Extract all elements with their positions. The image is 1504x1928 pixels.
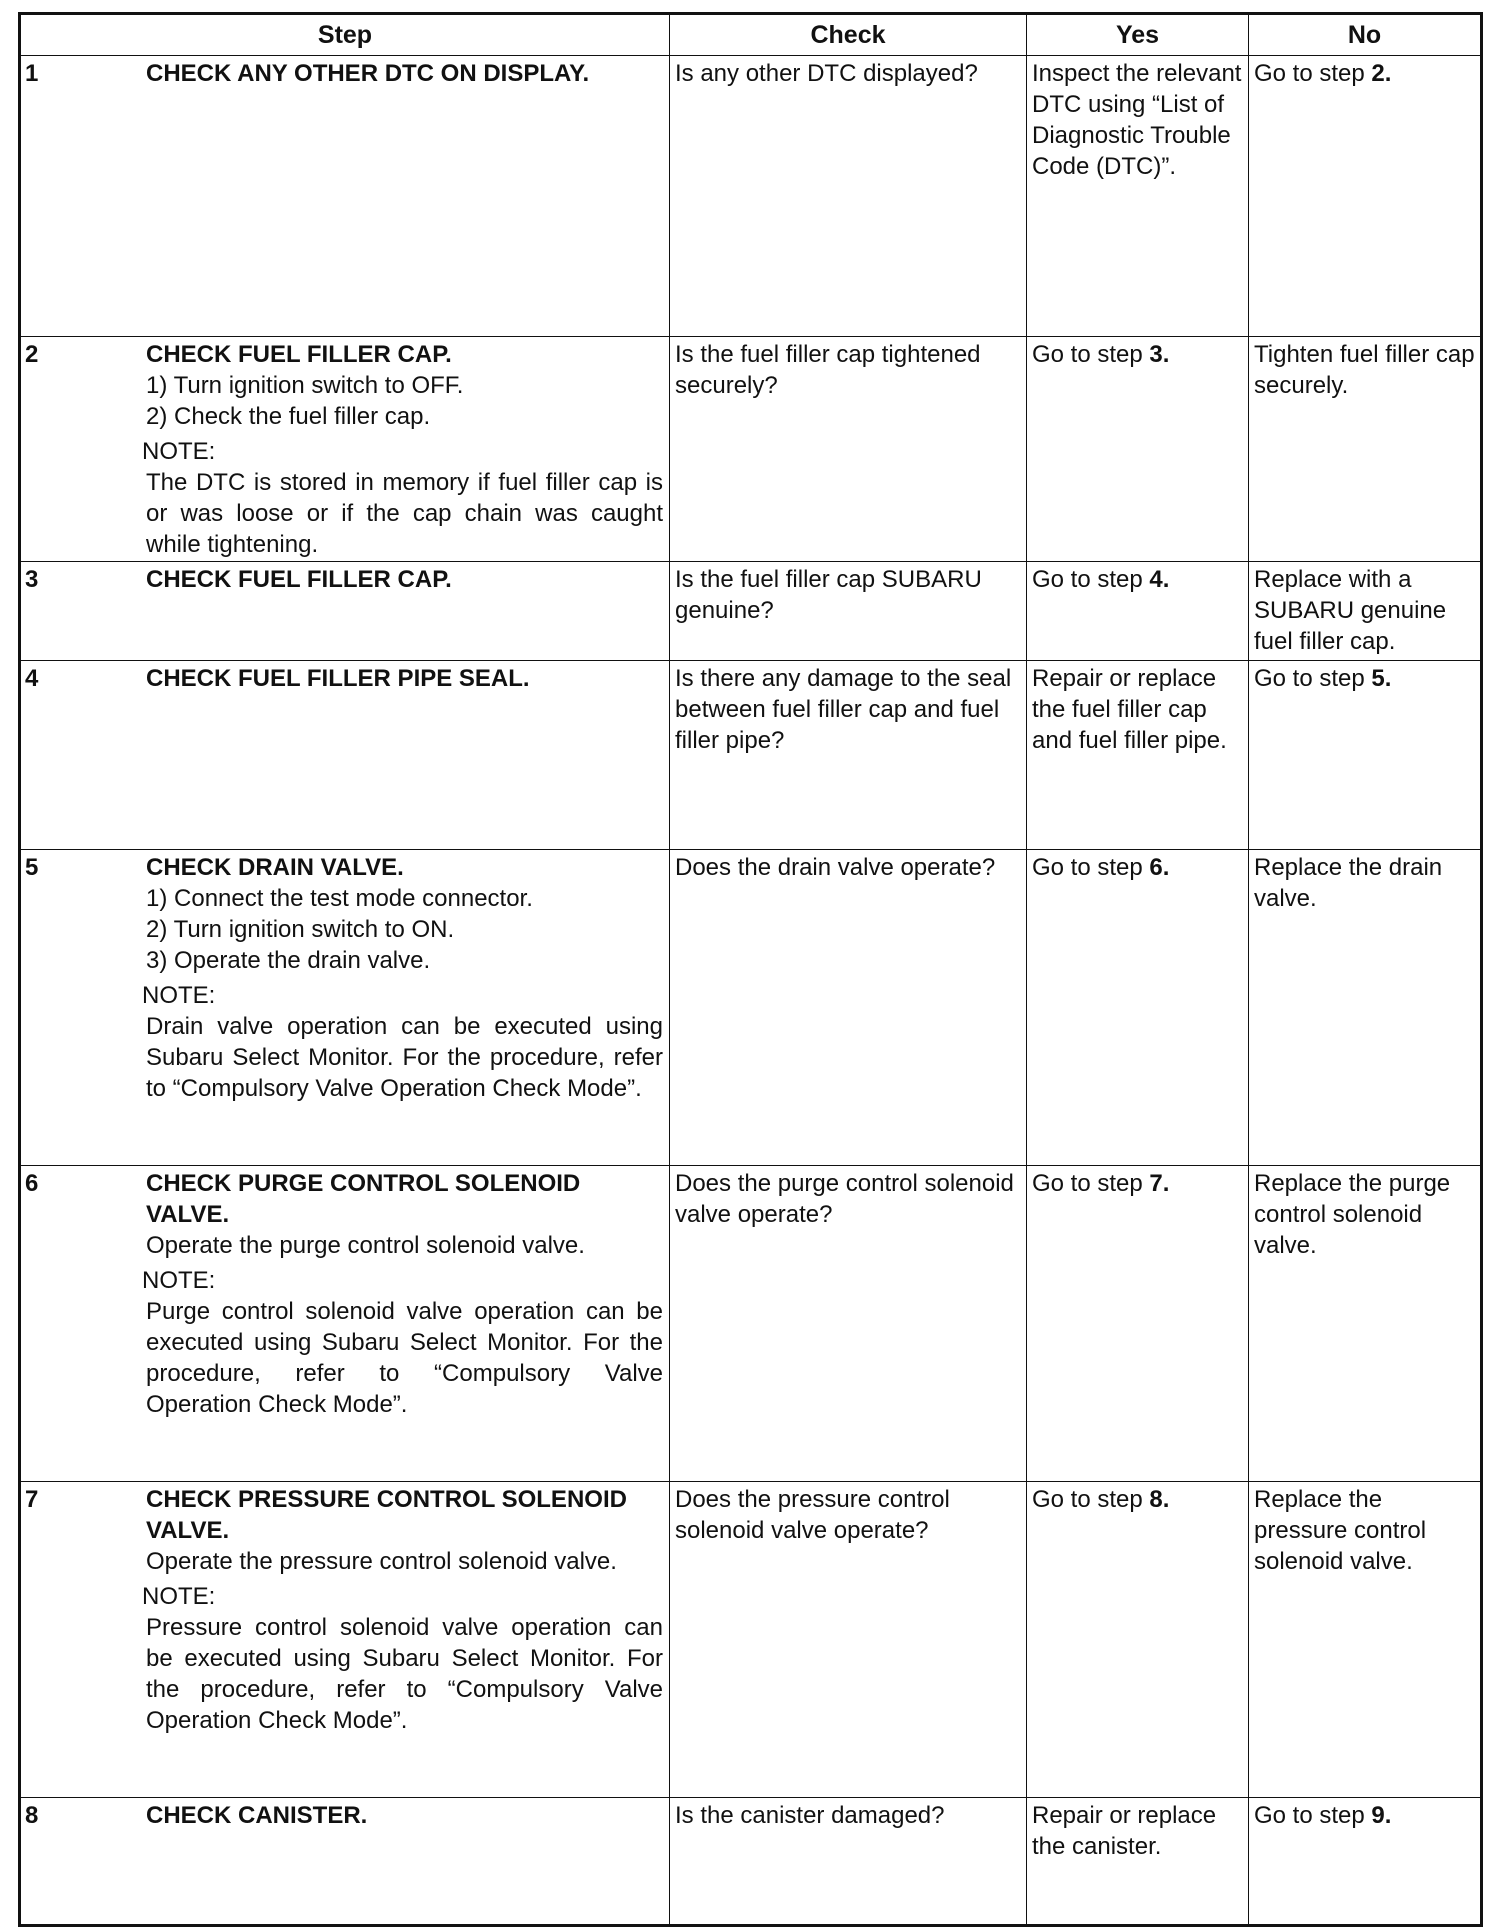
table-header-row — [20, 14, 1482, 56]
step-title: CHECK ANY OTHER DTC ON DISPLAY. — [146, 60, 590, 87]
note-text: The DTC is stored in memory if fuel filler cap is or was loose or if the cap chain was caught while tightening. — [146, 469, 663, 558]
no-cell — [1249, 661, 1482, 850]
no-cell — [1249, 1798, 1482, 1926]
table-row — [20, 1166, 1482, 1482]
note-text: Purge control solenoid valve operation can be executed using Subaru Select Monitor. For the procedure, refer to “Compulsory Valve Operation Check Mode”. — [146, 1298, 663, 1418]
step-cell — [20, 661, 670, 850]
step-title: CHECK PURGE CONTROL SOLENOID VALVE. — [146, 1170, 581, 1228]
no-cell — [1249, 562, 1482, 661]
yes-cell — [1027, 850, 1249, 1166]
table-body — [20, 56, 1482, 1926]
check-question: Is the fuel filler cap tightened securely? — [675, 341, 981, 399]
note-label: NOTE: — [142, 438, 216, 465]
check-cell — [670, 1798, 1027, 1926]
header-step: Step — [20, 14, 670, 56]
step-number: 4 — [25, 665, 39, 692]
yes-action: Repair or replace the canister. — [1032, 1802, 1217, 1860]
table-row — [20, 56, 1482, 337]
note-label: NOTE: — [142, 1583, 216, 1610]
step-instruction: 3) Operate the drain valve. — [146, 947, 431, 974]
check-cell — [670, 1482, 1027, 1798]
no-cell — [1249, 337, 1482, 562]
step-number: 3 — [25, 566, 39, 593]
step-body — [146, 661, 663, 694]
no-cell — [1249, 850, 1482, 1166]
yes-step-ref: 6. — [1149, 854, 1170, 881]
step-body — [142, 850, 663, 1104]
table-row — [20, 1798, 1482, 1926]
check-cell — [670, 850, 1027, 1166]
check-cell — [670, 56, 1027, 337]
no-cell — [1249, 1166, 1482, 1482]
no-cell — [1249, 1482, 1482, 1798]
yes-action: Go to step — [1032, 566, 1143, 593]
table-row — [20, 337, 1482, 562]
no-action: Replace with a SUBARU genuine fuel filler cap. — [1254, 566, 1447, 655]
yes-action: Go to step — [1032, 854, 1143, 881]
step-instruction: 2) Turn ignition switch to ON. — [146, 916, 455, 943]
note-text: Pressure control solenoid valve operation can be executed using Subaru Select Monitor. For the procedure, refer to “Compulsory Valve Operation Check Mode”. — [146, 1614, 663, 1734]
step-number: 2 — [25, 341, 39, 368]
yes-action: Go to step — [1032, 1170, 1143, 1197]
table-row — [20, 661, 1482, 850]
step-instruction: 1) Connect the test mode connector. — [146, 885, 533, 912]
step-body — [146, 56, 663, 89]
header-yes: Yes — [1027, 14, 1249, 56]
check-cell — [670, 1166, 1027, 1482]
step-cell — [20, 1482, 670, 1798]
check-cell — [670, 562, 1027, 661]
yes-cell — [1027, 1482, 1249, 1798]
step-instruction: 1) Turn ignition switch to OFF. — [146, 372, 464, 399]
yes-action: Inspect the relevant DTC using “List of Diagnostic Trouble Code (DTC)”. — [1032, 60, 1242, 180]
yes-cell — [1027, 661, 1249, 850]
no-action: Go to step — [1254, 665, 1365, 692]
check-question: Is there any damage to the seal between fuel filler cap and fuel filler pipe? — [675, 665, 1012, 754]
check-question: Does the purge control solenoid valve operate? — [675, 1170, 1014, 1228]
yes-step-ref: 3. — [1149, 341, 1170, 368]
step-title: CHECK FUEL FILLER PIPE SEAL. — [146, 665, 530, 692]
check-cell — [670, 661, 1027, 850]
yes-action: Repair or replace the fuel filler cap and fuel filler pipe. — [1032, 665, 1227, 754]
step-instruction: Operate the purge control solenoid valve. — [146, 1232, 585, 1259]
no-cell — [1249, 56, 1482, 337]
step-title: CHECK FUEL FILLER CAP. — [146, 566, 452, 593]
note-label: NOTE: — [142, 1267, 216, 1294]
step-body — [142, 1482, 663, 1736]
check-question: Does the pressure control solenoid valve operate? — [675, 1486, 950, 1544]
yes-cell — [1027, 562, 1249, 661]
no-action: Go to step — [1254, 1802, 1365, 1829]
step-instruction: 2) Check the fuel filler cap. — [146, 403, 431, 430]
yes-action: Go to step — [1032, 1486, 1143, 1513]
step-body — [142, 337, 663, 560]
note-label: NOTE: — [142, 982, 216, 1009]
step-title: CHECK CANISTER. — [146, 1802, 368, 1829]
step-number: 5 — [25, 854, 39, 881]
step-number: 6 — [25, 1170, 39, 1197]
header-no: No — [1249, 14, 1482, 56]
no-action: Replace the purge control solenoid valve. — [1254, 1170, 1451, 1259]
table-row — [20, 1482, 1482, 1798]
step-cell — [20, 850, 670, 1166]
step-cell — [20, 1166, 670, 1482]
step-cell — [20, 1798, 670, 1926]
check-cell — [670, 337, 1027, 562]
step-instruction: Operate the pressure control solenoid valve. — [146, 1548, 617, 1575]
step-cell — [20, 337, 670, 562]
step-cell — [20, 562, 670, 661]
no-action: Replace the drain valve. — [1254, 854, 1443, 912]
check-question: Is the fuel filler cap SUBARU genuine? — [675, 566, 982, 624]
check-question: Is the canister damaged? — [675, 1802, 945, 1829]
table-row — [20, 850, 1482, 1166]
yes-cell — [1027, 1798, 1249, 1926]
yes-cell — [1027, 1166, 1249, 1482]
no-step-ref: 9. — [1371, 1802, 1392, 1829]
step-body — [146, 562, 663, 595]
note-text: Drain valve operation can be executed using Subaru Select Monitor. For the procedure, refer to “Compulsory Valve Operation Check Mode”. — [146, 1013, 663, 1102]
no-action: Replace the pressure control solenoid valve. — [1254, 1486, 1427, 1575]
step-body — [146, 1798, 663, 1831]
step-number: 7 — [25, 1486, 39, 1513]
yes-cell — [1027, 337, 1249, 562]
diagnostic-table — [18, 12, 1483, 1927]
check-question: Is any other DTC displayed? — [675, 60, 978, 87]
step-cell — [20, 56, 670, 337]
no-step-ref: 2. — [1371, 60, 1392, 87]
check-question: Does the drain valve operate? — [675, 854, 996, 881]
header-check: Check — [670, 14, 1027, 56]
step-title: CHECK DRAIN VALVE. — [146, 854, 404, 881]
step-number: 8 — [25, 1802, 39, 1829]
step-number: 1 — [25, 60, 39, 87]
no-action: Tighten fuel filler cap securely. — [1254, 341, 1475, 399]
step-body — [142, 1166, 663, 1420]
no-step-ref: 5. — [1371, 665, 1392, 692]
yes-step-ref: 8. — [1149, 1486, 1170, 1513]
table-row — [20, 562, 1482, 661]
step-title: CHECK PRESSURE CONTROL SOLENOID VALVE. — [146, 1486, 627, 1544]
yes-cell — [1027, 56, 1249, 337]
step-title: CHECK FUEL FILLER CAP. — [146, 341, 452, 368]
yes-action: Go to step — [1032, 341, 1143, 368]
yes-step-ref: 4. — [1149, 566, 1170, 593]
no-action: Go to step — [1254, 60, 1365, 87]
yes-step-ref: 7. — [1149, 1170, 1170, 1197]
